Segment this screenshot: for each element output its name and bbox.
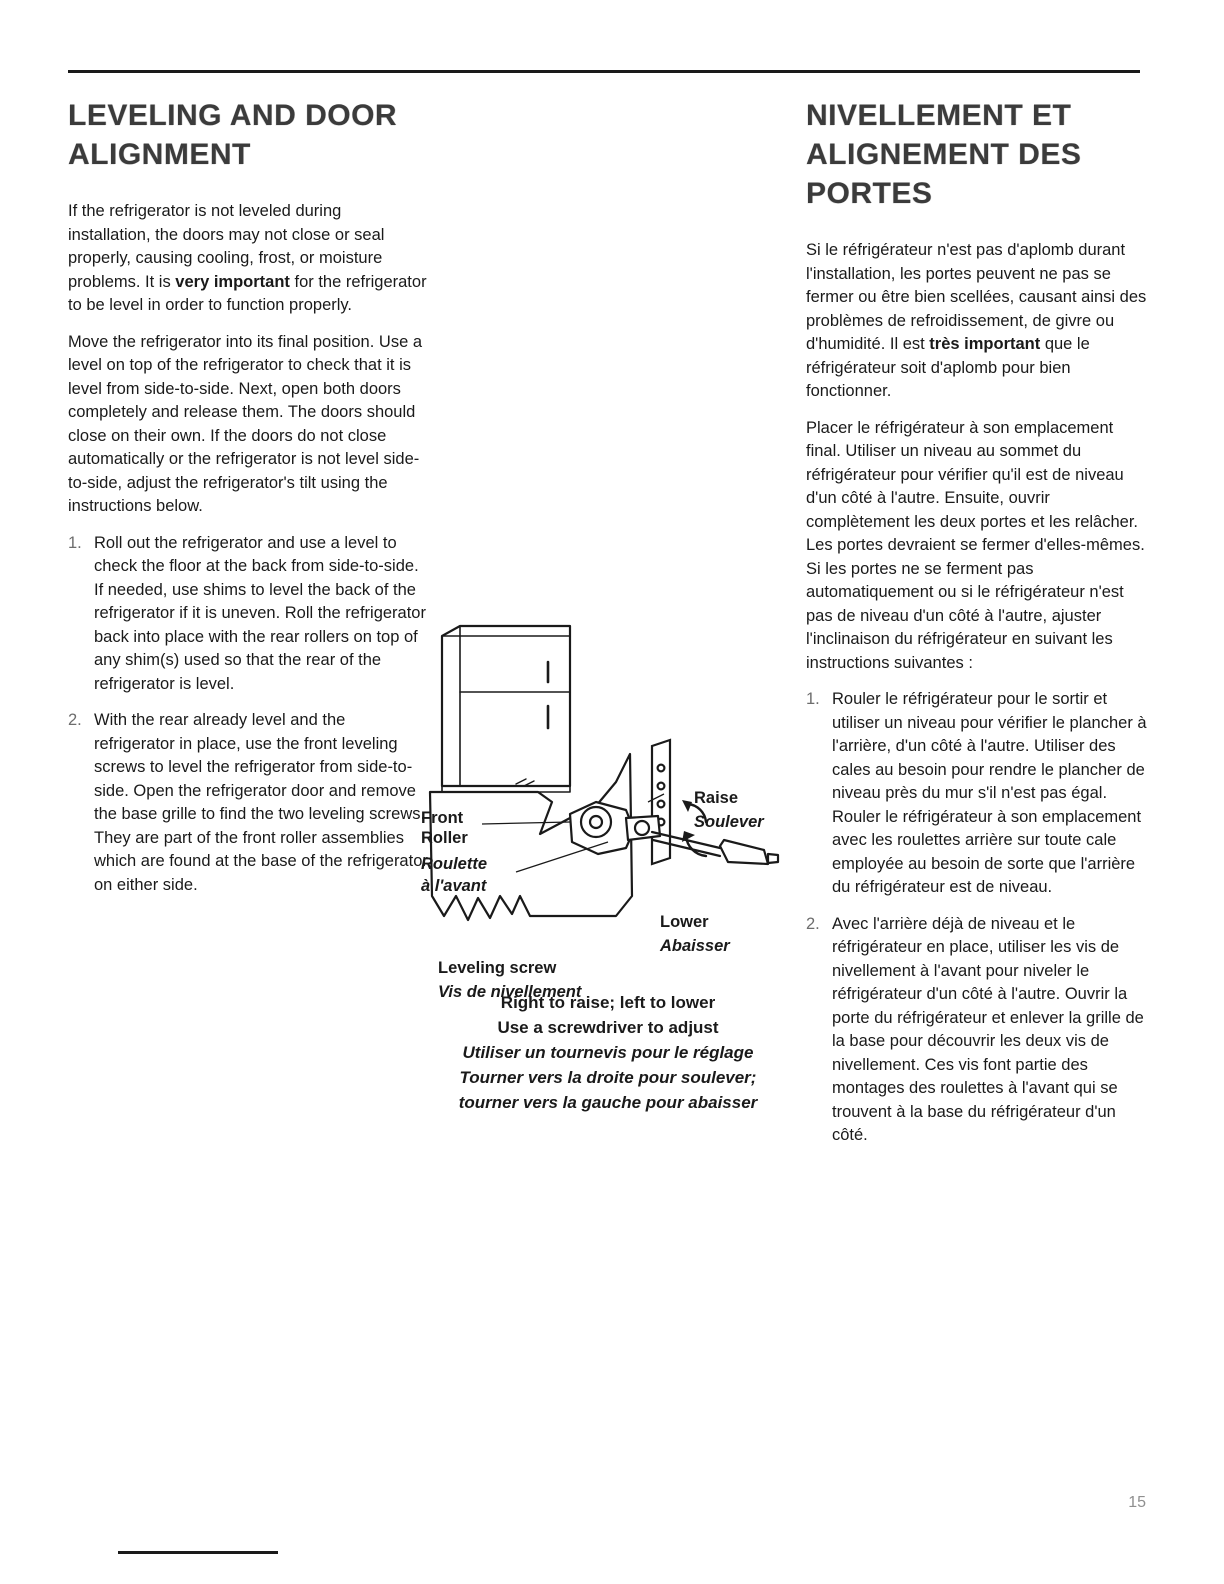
- english-paragraph-1: [68, 200, 428, 318]
- english-paragraph-2: Move the refrigerator into its final position. Use a level on top of the refrigerator to check that it is level from side-to-side. Next, open both doors completely and release them. The doors should close on their own. If the doors do not close automatically or the refrigerator is not level side-to-side, adjust the refrigerator's tilt using the instructions below.: [68, 332, 423, 515]
- leveling-diagram: [420, 596, 810, 976]
- french-paragraph-1-bold: très important: [929, 335, 1041, 353]
- french-step-2-text: Avec l'arrière déjà de niveau et le réfrigérateur en place, utiliser les vis de nivellement à l'avant pour niveler le réfrigérateur d'un côté à l'autre. Ouvrir la porte du réfrigérateur et enlever la grille de la base pour découvrir les deux vis de nivellement. Ces vis font partie des montages des roulettes à l'avant qui se trouvent à la base du réfrigérateur d'un côté.: [832, 914, 1144, 1144]
- english-steps-list: [68, 532, 428, 898]
- page-number: 15: [1128, 1494, 1146, 1511]
- english-step-1-text: Roll out the refrigerator and use a level to check the floor at the back from side-to-side. If needed, use shims to level the back of the refrigerator if it is uneven. Roll the refrigerator back into place with the rear rollers on top of any shim(s) used so that the rear of the refrigerator is level.: [94, 533, 426, 693]
- english-step-2-text: With the rear already level and the refrigerator in place, use the front leveling screws to level the refrigerator from side-to-side. Open the refrigerator door and remove the base grille to find the two leveling screws. They are part of the front roller assemblies which are found at the base of the refrigerator on either side.: [94, 711, 428, 894]
- english-paragraph-1-pre: If the refrigerator is not leveled during installation, the doors may not close or seal properly, causing cooling, frost, or moisture problems. It is: [68, 202, 385, 291]
- figure-caption-line-2: Use a screwdriver to adjust: [497, 1018, 719, 1037]
- french-heading: NIVELLEMENT ET ALIGNEMENT DES PORTES: [806, 96, 1151, 213]
- english-column: [68, 96, 428, 910]
- french-paragraph-1-post: que le réfrigérateur soit d'aplomb pour bien fonctionner.: [806, 335, 1090, 400]
- english-paragraph-1-post: for the refrigerator to be level in order to function properly.: [68, 272, 427, 314]
- list-item: [806, 913, 1151, 1148]
- front-roller-label-en-line1: Front: [421, 809, 464, 827]
- french-step-1-number: 1.: [806, 690, 820, 708]
- raise-label-fr: Soulever: [694, 813, 764, 831]
- figure-caption-line-1: Right to raise; left to lower: [500, 993, 716, 1012]
- list-item: [806, 688, 1151, 900]
- english-step-2-number: 2.: [68, 711, 82, 729]
- lower-label-en: Lower: [660, 913, 709, 931]
- leveling-screw-label-en: Leveling screw: [438, 959, 557, 977]
- top-divider-rule: [68, 70, 1140, 73]
- figure-caption-line-3: Utiliser un tournevis pour le réglage: [462, 1043, 754, 1062]
- french-steps-list: [806, 688, 1151, 1148]
- french-paragraph-2: Placer le réfrigérateur à son emplacement final. Utiliser un niveau au sommet du réfrigérateur pour vérifier qu'il est de niveau d'un côté à l'autre. Ensuite, ouvrir complètement les deux portes et les relâcher. Les portes devraient se fermer d'elles-mêmes. Si les portes ne se ferment pas automatiquement ou si le réfrigérateur n'est pas de niveau d'un côté à l'autre, ajuster l'inclinaison du réfrigérateur en suivant les instructions suivantes :: [806, 418, 1145, 672]
- front-roller-label-fr-line1: Roulette: [421, 855, 487, 873]
- figure-caption-block: [420, 990, 796, 1115]
- figure-caption-line-4: Tourner vers la droite pour soulever;: [459, 1068, 757, 1087]
- french-step-2-number: 2.: [806, 914, 820, 933]
- leveling-screw-label-fr: Vis de nivellement: [438, 983, 582, 1001]
- list-item: [68, 709, 428, 897]
- lower-label-fr: Abaisser: [660, 937, 730, 955]
- list-item: [68, 532, 428, 697]
- front-roller-label-fr-line2: à l'avant: [421, 877, 487, 895]
- french-paragraph-1: [806, 239, 1151, 404]
- english-paragraph-1-bold: very important: [175, 272, 290, 291]
- raise-label-en: Raise: [694, 789, 739, 807]
- english-step-1-number: 1.: [68, 533, 82, 552]
- french-step-1-text: Rouler le réfrigérateur pour le sortir et utiliser un niveau pour vérifier le plancher à l'arrière, d'un côté à l'autre. Utiliser des cales au besoin pour rendre le plancher de niveau près du mur s'il n'est pas égal. Rouler le réfrigérateur à son emplacement avec les roulettes arrière sur toute cale employée au besoin de sorte que l'arrière du réfrigérateur est de niveau.: [832, 690, 1147, 896]
- french-paragraph-1-pre: Si le réfrigérateur n'est pas d'aplomb durant l'installation, les portes peuvent ne pas se fermer ou être bien scellées, causant ainsi des problèmes de refroidissement, de givre ou d'humidité. Il est: [806, 241, 1147, 353]
- leveling-diagram-svg: [420, 596, 810, 986]
- french-column: [806, 96, 1151, 1161]
- english-heading: LEVELING AND DOOR ALIGNMENT: [68, 96, 428, 174]
- front-roller-label-en-line2: Roller: [421, 829, 468, 847]
- figure-caption-line-5: tourner vers la gauche pour abaisser: [458, 1093, 758, 1112]
- bottom-divider-rule: [118, 1551, 278, 1554]
